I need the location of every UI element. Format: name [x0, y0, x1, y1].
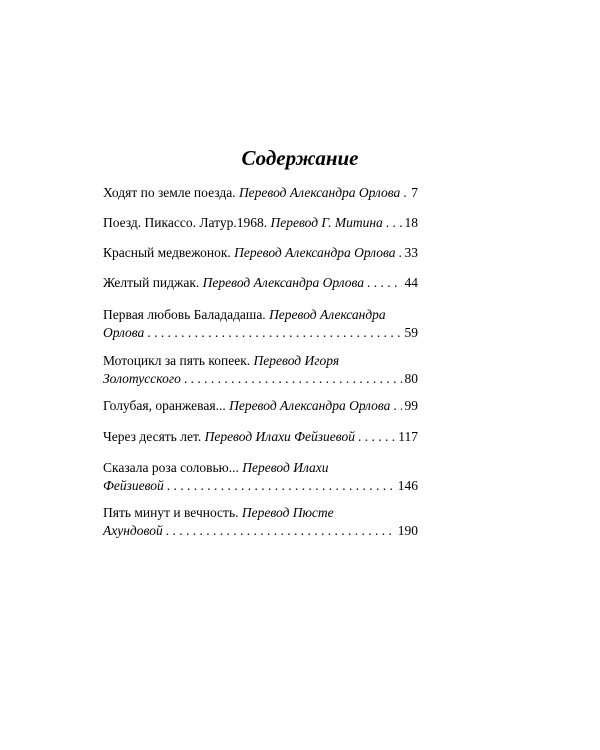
- toc-entry[interactable]: [103, 274, 418, 292]
- dot-leader: [393, 397, 401, 415]
- entry-title: Ходят по земле поезда.: [103, 185, 236, 200]
- page-number: 80: [404, 371, 418, 386]
- entry-translator: Перевод Александра Орлова: [234, 245, 396, 260]
- entry-title: Мотоцикл за пять копеек.: [103, 353, 251, 368]
- dot-leader: [358, 428, 395, 446]
- toc-entry[interactable]: [103, 244, 418, 262]
- page-number: 18: [404, 215, 418, 230]
- entry-translator-cont: Орлова: [103, 325, 145, 340]
- entry-translator: Перевод Илахи Фейзиевой: [204, 429, 355, 444]
- page-title: Содержание: [241, 146, 359, 170]
- page-number: 99: [404, 398, 418, 413]
- dot-leader: [147, 324, 401, 342]
- page-number: 7: [411, 185, 418, 200]
- entry-translator: Перевод Александра Орлова: [202, 275, 364, 290]
- entry-title: Красный медвежонок.: [103, 245, 231, 260]
- dot-leader: [367, 274, 402, 292]
- entry-title: Поезд. Пикассо. Латур.1968.: [103, 215, 268, 230]
- toc-entry[interactable]: [103, 184, 418, 202]
- toc-entry[interactable]: [103, 504, 418, 540]
- entry-translator: Перевод Пюсте: [241, 505, 334, 520]
- toc-entry[interactable]: [103, 214, 418, 232]
- entry-title: Через десять лет.: [103, 429, 202, 444]
- entry-title: Пять минут и вечность.: [103, 505, 239, 520]
- toc-entry[interactable]: [103, 397, 418, 415]
- entry-translator: Перевод Александра Орлова: [238, 185, 401, 200]
- page-number: 59: [404, 325, 418, 340]
- page-number: 117: [398, 429, 418, 444]
- dot-leader: [184, 370, 402, 388]
- entry-translator: Перевод Александра Орлова: [229, 398, 391, 413]
- dot-leader: [166, 522, 395, 540]
- toc-entry[interactable]: [103, 428, 418, 446]
- entry-translator-cont: Золотусского: [103, 371, 181, 386]
- entry-translator: Перевод Илахи: [242, 460, 329, 475]
- page-number: 146: [397, 478, 418, 493]
- entry-translator-cont: Ахундовой: [103, 523, 163, 538]
- page-number: 33: [404, 245, 418, 260]
- entry-title: Голубая, оранжевая...: [103, 398, 226, 413]
- entry-translator: Перевод Г. Митина: [270, 215, 383, 230]
- toc-entry[interactable]: [103, 352, 418, 388]
- dot-leader: [386, 214, 402, 232]
- entry-title: Сказала роза соловью...: [103, 460, 239, 475]
- toc-entry[interactable]: [103, 459, 418, 495]
- page-number: 44: [404, 275, 418, 290]
- entry-title: Желтый пиджак.: [103, 275, 200, 290]
- page-number: 190: [397, 523, 418, 538]
- entry-translator-cont: Фейзиевой: [103, 478, 164, 493]
- dot-leader: [167, 477, 395, 495]
- entry-translator: Перевод Игоря: [253, 353, 340, 368]
- entry-translator: Перевод Александра: [269, 307, 386, 322]
- dot-leader: [398, 244, 401, 262]
- toc-entry[interactable]: [103, 306, 418, 342]
- entry-title: Первая любовь Балададаша.: [103, 307, 266, 322]
- dot-leader: [403, 184, 408, 202]
